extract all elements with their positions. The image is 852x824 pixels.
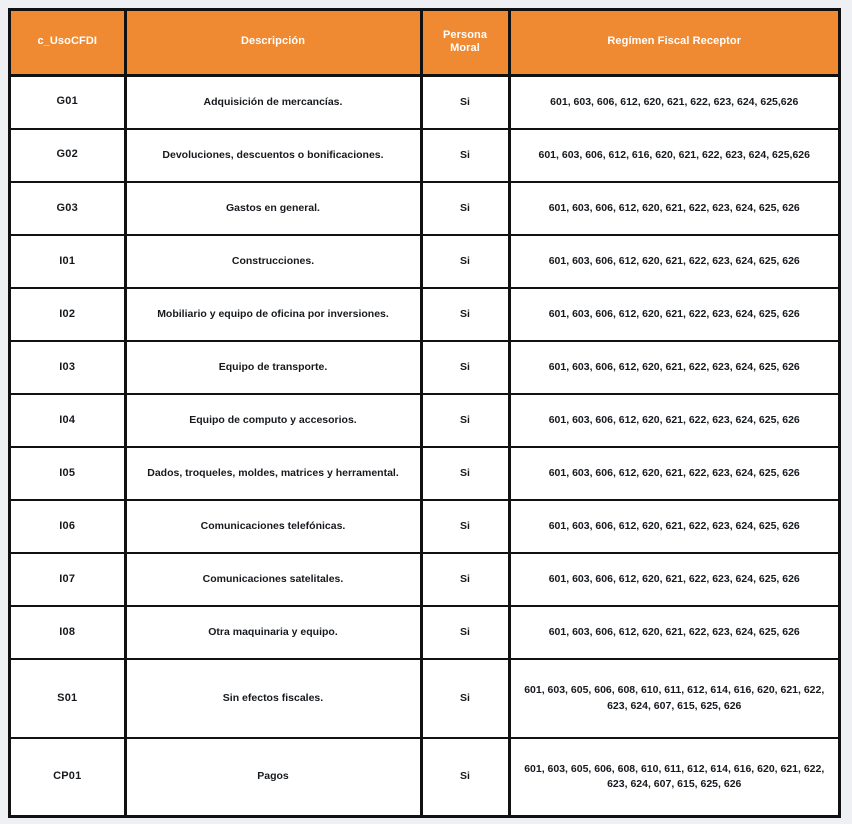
table-row — [11, 129, 838, 182]
cell-uso-cfdi: CP01 — [11, 738, 125, 815]
cell-descripcion: Mobiliario y equipo de oficina por inversiones. — [125, 288, 421, 341]
table-row — [11, 553, 838, 606]
cell-uso-cfdi: I02 — [11, 288, 125, 341]
cell-regimen-fiscal: 601, 603, 606, 612, 620, 621, 622, 623, 624, 625, 626 — [509, 500, 838, 553]
table-row — [11, 447, 838, 500]
cell-persona-moral: Si — [421, 738, 509, 815]
cell-regimen-fiscal: 601, 603, 606, 612, 620, 621, 622, 623, 624, 625, 626 — [509, 182, 838, 235]
cell-uso-cfdi: I01 — [11, 235, 125, 288]
cell-persona-moral: Si — [421, 659, 509, 738]
table-row — [11, 235, 838, 288]
cell-descripcion: Gastos en general. — [125, 182, 421, 235]
cell-descripcion: Sin efectos fiscales. — [125, 659, 421, 738]
table-row — [11, 394, 838, 447]
table-row — [11, 659, 838, 738]
table-row — [11, 182, 838, 235]
cell-descripcion: Adquisición de mercancías. — [125, 75, 421, 129]
cell-regimen-fiscal: 601, 603, 606, 612, 620, 621, 622, 623, 624, 625, 626 — [509, 553, 838, 606]
cell-persona-moral: Si — [421, 75, 509, 129]
cell-descripcion: Pagos — [125, 738, 421, 815]
cell-descripcion: Devoluciones, descuentos o bonificaciones. — [125, 129, 421, 182]
table-row — [11, 606, 838, 659]
cfdi-uso-table-container — [8, 8, 841, 818]
cell-persona-moral: Si — [421, 606, 509, 659]
cell-persona-moral: Si — [421, 447, 509, 500]
cell-regimen-fiscal: 601, 603, 606, 612, 620, 621, 622, 623, 624, 625,626 — [509, 75, 838, 129]
cell-uso-cfdi: I03 — [11, 341, 125, 394]
cell-uso-cfdi: G03 — [11, 182, 125, 235]
cell-regimen-fiscal: 601, 603, 605, 606, 608, 610, 611, 612, 614, 616, 620, 621, 622, 623, 624, 607, 615, 625, 626 — [509, 659, 838, 738]
cell-regimen-fiscal: 601, 603, 606, 612, 620, 621, 622, 623, 624, 625, 626 — [509, 288, 838, 341]
cell-descripcion: Equipo de computo y accesorios. — [125, 394, 421, 447]
cell-uso-cfdi: G02 — [11, 129, 125, 182]
table-row — [11, 500, 838, 553]
cell-persona-moral: Si — [421, 553, 509, 606]
cell-regimen-fiscal: 601, 603, 606, 612, 620, 621, 622, 623, 624, 625, 626 — [509, 235, 838, 288]
cell-uso-cfdi: I04 — [11, 394, 125, 447]
column-header-regimen-fiscal-receptor: Regímen Fiscal Receptor — [509, 11, 838, 75]
cfdi-uso-table — [11, 11, 838, 815]
table-row — [11, 75, 838, 129]
table-row — [11, 288, 838, 341]
table-header-row — [11, 11, 838, 75]
cell-regimen-fiscal: 601, 603, 606, 612, 620, 621, 622, 623, 624, 625, 626 — [509, 341, 838, 394]
table-header — [11, 11, 838, 75]
cell-descripcion: Comunicaciones telefónicas. — [125, 500, 421, 553]
column-header-persona-moral-line1: Persona — [442, 28, 488, 41]
table-row — [11, 738, 838, 815]
cell-descripcion: Construcciones. — [125, 235, 421, 288]
cell-persona-moral: Si — [421, 129, 509, 182]
cell-persona-moral: Si — [421, 288, 509, 341]
cell-persona-moral: Si — [421, 341, 509, 394]
cell-uso-cfdi: I05 — [11, 447, 125, 500]
column-header-descripcion: Descripción — [125, 11, 421, 75]
cell-persona-moral: Si — [421, 500, 509, 553]
cell-regimen-fiscal: 601, 603, 606, 612, 620, 621, 622, 623, 624, 625, 626 — [509, 606, 838, 659]
cell-descripcion: Dados, troqueles, moldes, matrices y herramental. — [125, 447, 421, 500]
cell-regimen-fiscal: 601, 603, 606, 612, 620, 621, 622, 623, 624, 625, 626 — [509, 394, 838, 447]
cell-persona-moral: Si — [421, 235, 509, 288]
cell-descripcion: Comunicaciones satelitales. — [125, 553, 421, 606]
cell-persona-moral: Si — [421, 394, 509, 447]
cell-uso-cfdi: G01 — [11, 75, 125, 129]
table-row — [11, 341, 838, 394]
cell-regimen-fiscal: 601, 603, 606, 612, 620, 621, 622, 623, 624, 625, 626 — [509, 447, 838, 500]
cell-uso-cfdi: I07 — [11, 553, 125, 606]
column-header-persona-moral-line2: Moral — [450, 42, 480, 55]
cell-uso-cfdi: I06 — [11, 500, 125, 553]
cell-uso-cfdi: S01 — [11, 659, 125, 738]
cell-uso-cfdi: I08 — [11, 606, 125, 659]
cell-regimen-fiscal: 601, 603, 605, 606, 608, 610, 611, 612, 614, 616, 620, 621, 622, 623, 624, 607, 615, 625, 626 — [524, 762, 825, 790]
table-body — [11, 75, 838, 815]
cell-descripcion: Otra maquinaria y equipo. — [125, 606, 421, 659]
column-header-uso-cfdi: c_UsoCFDI — [11, 11, 125, 75]
cell-regimen-fiscal: 601, 603, 606, 612, 616, 620, 621, 622, 623, 624, 625,626 — [509, 129, 838, 182]
column-header-persona-moral — [421, 11, 509, 75]
cell-descripcion: Equipo de transporte. — [125, 341, 421, 394]
cell-persona-moral: Si — [421, 182, 509, 235]
